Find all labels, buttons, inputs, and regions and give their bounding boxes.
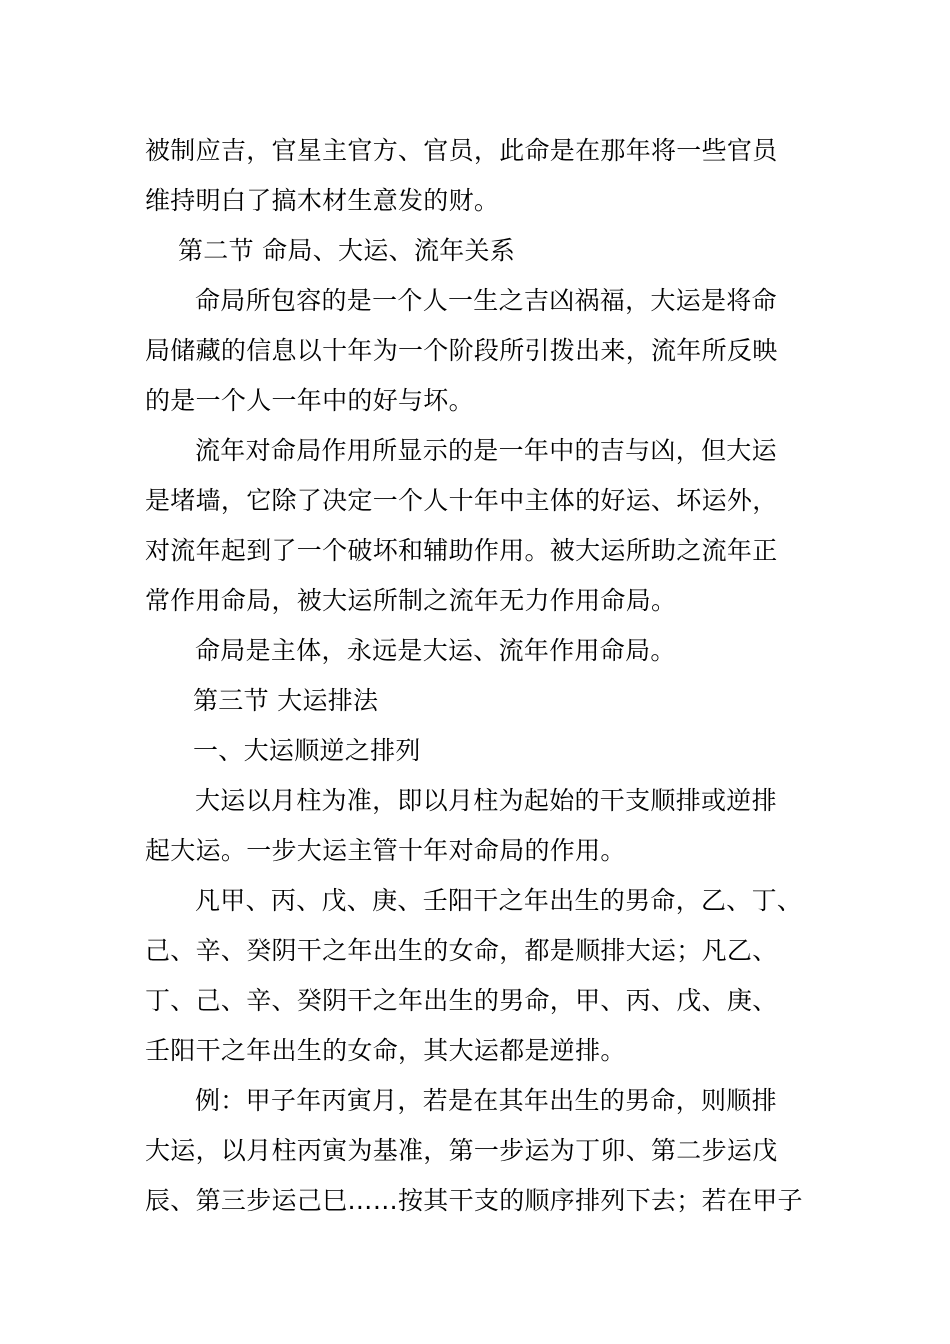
- text-line: 局储藏的信息以十年为一个阶段所引拨出来，流年所反映: [145, 336, 778, 365]
- text-line: 对流年起到了一个破坏和辅助作用。被大运所助之流年正: [145, 536, 778, 565]
- paragraph-start: 凡甲、丙、戊、庚、壬阳干之年出生的男命，乙、丁、: [195, 886, 803, 915]
- paragraph-start: 大运以月柱为准，即以月柱为起始的干支顺排或逆排: [195, 786, 777, 815]
- text-line: 是堵墙，它除了决定一个人十年中主体的好运、坏运外，: [145, 486, 778, 515]
- text-line: 的是一个人一年中的好与坏。: [145, 386, 474, 415]
- text-line: 起大运。一步大运主管十年对命局的作用。: [145, 836, 626, 865]
- paragraph-start: 流年对命局作用所显示的是一年中的吉与凶，但大运: [195, 436, 777, 465]
- text-line: 大运，以月柱丙寅为基准，第一步运为丁卯、第二步运戊: [145, 1136, 778, 1165]
- text-line: 维持明白了搞木材生意发的财。: [145, 186, 500, 215]
- text-line: 丁、己、辛、癸阴干之年出生的男命，甲、丙、戊、庚、: [145, 986, 778, 1015]
- text-line: 被制应吉，官星主官方、官员，此命是在那年将一些官员: [145, 136, 778, 165]
- paragraph-start: 命局所包容的是一个人一生之吉凶祸福，大运是将命: [195, 286, 777, 315]
- text-line: 壬阳干之年出生的女命，其大运都是逆排。: [145, 1036, 626, 1065]
- paragraph-start: 命局是主体，永远是大运、流年作用命局。: [195, 636, 676, 665]
- text-line: 辰、第三步运己巳……按其干支的顺序排列下去；若在甲子: [145, 1186, 803, 1215]
- text-line: 己、辛、癸阴干之年出生的女命，都是顺排大运；凡乙、: [145, 936, 778, 965]
- paragraph-start: 例：甲子年丙寅月，若是在其年出生的男命，则顺排: [195, 1086, 777, 1115]
- section-heading: 第三节 大运排法: [193, 686, 379, 715]
- section-heading: 第二节 命局、大运、流年关系: [178, 236, 516, 265]
- subsection-heading: 一、大运顺逆之排列: [193, 736, 421, 765]
- text-line: 常作用命局，被大运所制之流年无力作用命局。: [145, 586, 677, 615]
